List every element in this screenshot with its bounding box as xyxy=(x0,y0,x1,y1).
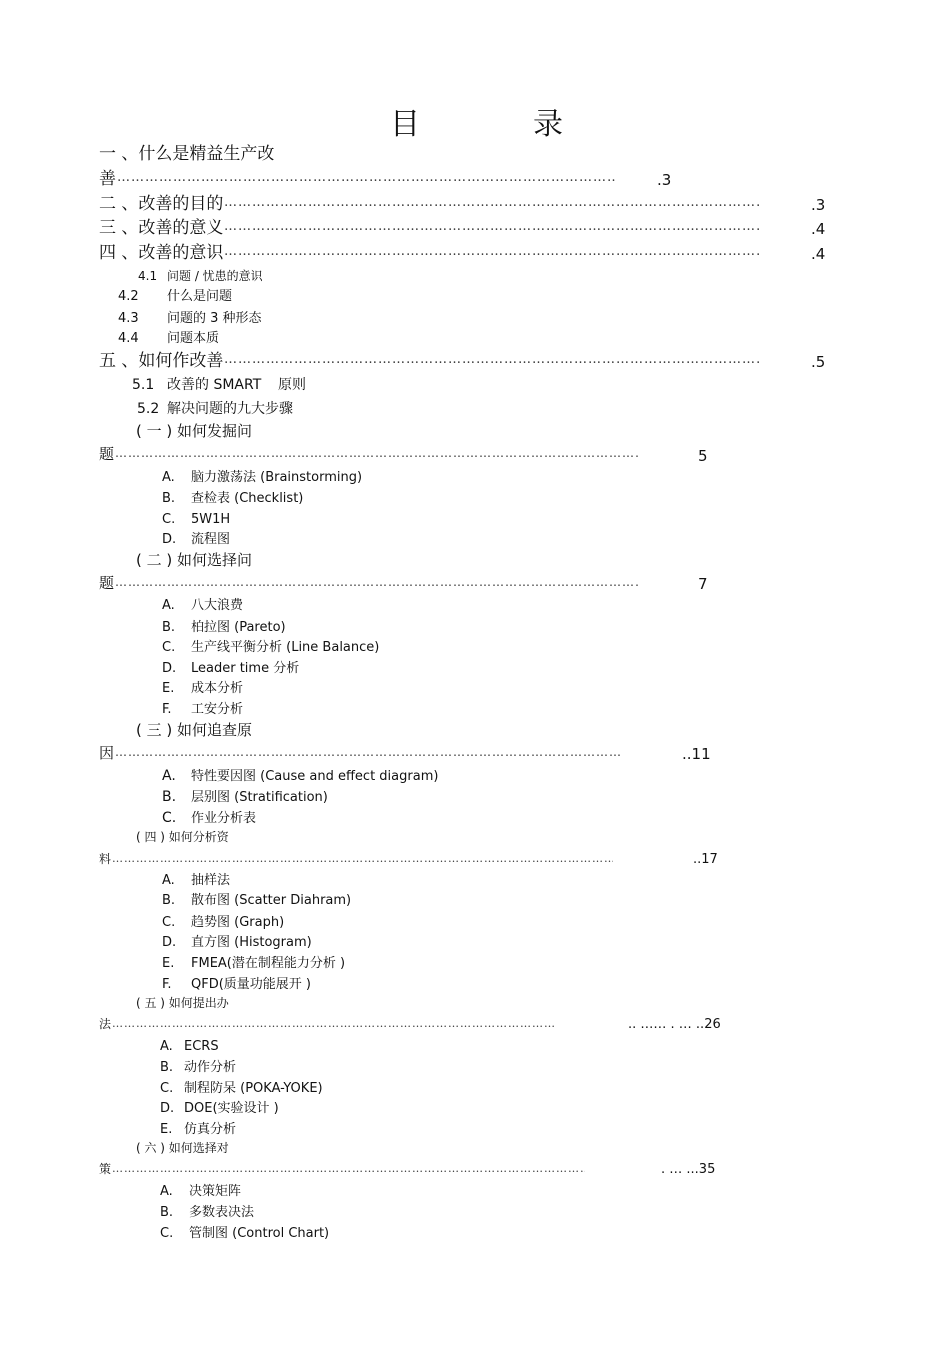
page-title-part-1: 目 xyxy=(390,107,420,142)
dot-leader xyxy=(224,353,760,366)
step-label-cont: 题 xyxy=(99,574,115,592)
toc-page-number: .4 xyxy=(811,245,826,263)
toc-entry-label: 四 、改善的意识 xyxy=(99,243,224,263)
item-marker: A. xyxy=(162,768,176,784)
page-title-part-2: 录 xyxy=(533,107,563,142)
item-label: 动作分析 xyxy=(184,1060,237,1075)
item-label: 散布图 (Scatter Diahram) xyxy=(191,893,352,908)
item-marker: E. xyxy=(162,681,175,696)
item-label: 查检表 (Checklist) xyxy=(191,491,304,506)
item-marker: A. xyxy=(160,1039,173,1054)
toc-entry-label: 二 、改善的目的 xyxy=(99,194,224,214)
item-label: 决策矩阵 xyxy=(189,1184,242,1199)
item-marker: A. xyxy=(160,1184,173,1199)
toc-page-number: .3 xyxy=(657,171,672,189)
toc-page-number: ..17 xyxy=(693,852,718,867)
item-marker: C. xyxy=(162,810,177,826)
item-marker: C. xyxy=(162,915,176,930)
item-label: 直方图 (Histogram) xyxy=(191,935,312,950)
step-label-cont: 法 xyxy=(99,1017,112,1031)
toc-entry-label: 五 、如何作改善 xyxy=(99,351,224,371)
toc-page-number: 5 xyxy=(698,447,708,465)
item-marker: E. xyxy=(162,956,175,971)
item-label: 生产线平衡分析 (Line Balance) xyxy=(191,640,380,655)
dot-leader xyxy=(224,196,760,209)
item-label: 成本分析 xyxy=(191,681,244,696)
item-marker: A. xyxy=(162,470,175,485)
toc-page-number: .5 xyxy=(811,353,826,371)
item-marker: B. xyxy=(162,491,176,506)
subsection-number: 4.2 xyxy=(118,289,139,304)
item-label: 层别图 (Stratification) xyxy=(191,790,328,805)
item-label: 仿真分析 xyxy=(184,1122,237,1137)
toc-page-number: .3 xyxy=(811,196,826,214)
item-label: DOE(实验设计 ) xyxy=(184,1101,279,1116)
step-label-cont: 料 xyxy=(99,852,112,866)
item-marker: A. xyxy=(162,873,175,888)
toc-page-number: .. …… . … ..26 xyxy=(628,1017,721,1032)
item-marker: F. xyxy=(162,702,172,717)
subsection-label-tail: 原则 xyxy=(278,377,306,393)
item-label: 流程图 xyxy=(191,532,231,547)
item-marker: B. xyxy=(162,620,176,635)
item-label: Leader time 分析 xyxy=(191,661,300,676)
item-label: 脑力激荡法 (Brainstorming) xyxy=(191,470,363,485)
toc-entry-label: 三 、改善的意义 xyxy=(99,218,224,238)
item-marker: B. xyxy=(162,789,177,805)
step-label-cont: 因 xyxy=(99,744,115,762)
item-label: 工安分析 xyxy=(191,702,244,717)
item-marker: B. xyxy=(160,1060,174,1075)
subsection-label: 问题 / 忧患的意识 xyxy=(167,269,263,283)
dot-leader xyxy=(115,746,623,758)
item-marker: D. xyxy=(162,532,177,547)
subsection-label: 什么是问题 xyxy=(167,289,233,304)
toc-entry-label: 一 、什么是精益生产改 xyxy=(99,144,275,164)
subsection-label: 解决问题的九大步骤 xyxy=(167,401,293,417)
item-label: FMEA(潜在制程能力分析 ) xyxy=(191,956,346,971)
item-marker: B. xyxy=(160,1205,174,1220)
step-label-cont: 策 xyxy=(99,1162,112,1176)
dot-leader xyxy=(112,853,613,864)
step-label: ( 三 ) 如何追查原 xyxy=(136,721,253,739)
subsection-number: 5.1 xyxy=(132,377,155,393)
item-marker: D. xyxy=(160,1101,175,1116)
subsection-label: 问题本质 xyxy=(167,331,220,346)
subsection-label: 问题的 3 种形态 xyxy=(167,311,262,326)
item-label: ECRS xyxy=(184,1039,219,1054)
item-label: 柏拉图 (Pareto) xyxy=(191,620,286,635)
item-marker: D. xyxy=(162,935,177,950)
item-label: 特性要因图 (Cause and effect diagram) xyxy=(191,769,439,784)
toc-page-number: .4 xyxy=(811,220,826,238)
subsection-number: 4.3 xyxy=(118,311,139,326)
step-label: ( 五 ) 如何提出办 xyxy=(136,996,229,1010)
item-label: 八大浪费 xyxy=(191,598,244,613)
item-label: 5W1H xyxy=(191,512,231,527)
subsection-number: 5.2 xyxy=(137,401,160,417)
item-label: 制程防呆 (POKA-YOKE) xyxy=(184,1081,323,1096)
dot-leader xyxy=(224,220,760,233)
item-marker: C. xyxy=(160,1081,174,1096)
item-marker: A. xyxy=(162,598,175,613)
subsection-number: 4.1 xyxy=(138,269,158,283)
item-marker: C. xyxy=(162,640,176,655)
item-label: 趋势图 (Graph) xyxy=(191,915,285,930)
subsection-number: 4.4 xyxy=(118,331,139,346)
step-label-cont: 题 xyxy=(99,445,115,463)
item-label: QFD(质量功能展开 ) xyxy=(191,977,311,992)
dot-leader xyxy=(115,447,638,459)
dot-leader xyxy=(115,576,638,588)
step-label: ( 四 ) 如何分析资 xyxy=(136,830,229,844)
step-label: ( 二 ) 如何选择问 xyxy=(136,551,253,569)
item-marker: D. xyxy=(162,661,177,676)
item-marker: E. xyxy=(160,1122,173,1137)
dot-leader xyxy=(112,1163,585,1174)
item-label: 作业分析表 xyxy=(191,811,257,826)
item-label: 抽样法 xyxy=(191,873,231,888)
toc-page-number: 7 xyxy=(698,575,708,593)
dot-leader xyxy=(224,245,760,258)
step-label: ( 一 ) 如何发掘问 xyxy=(136,422,253,440)
item-marker: C. xyxy=(162,512,176,527)
subsection-label: 改善的 SMART xyxy=(167,377,262,393)
dot-leader xyxy=(117,171,617,184)
dot-leader xyxy=(112,1018,557,1029)
step-label: ( 六 ) 如何选择对 xyxy=(136,1141,229,1155)
item-label: 多数表决法 xyxy=(189,1205,255,1220)
toc-page-number: . … ...35 xyxy=(661,1162,716,1177)
item-marker: C. xyxy=(160,1226,174,1241)
toc-entry-label-cont: 善 xyxy=(99,169,116,189)
toc-page-number: ..11 xyxy=(682,745,711,763)
item-marker: F. xyxy=(162,977,172,992)
item-marker: B. xyxy=(162,893,176,908)
item-label: 管制图 (Control Chart) xyxy=(189,1226,330,1241)
